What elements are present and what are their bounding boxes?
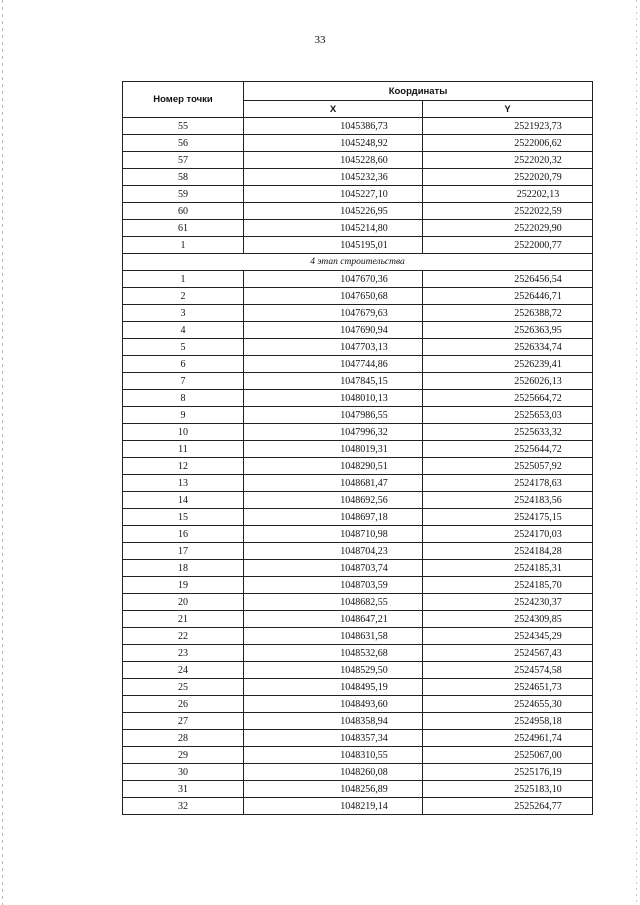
y-coordinate-cell: 2526363,95 xyxy=(423,322,593,339)
table-row xyxy=(123,407,593,424)
point-number-cell: 1 xyxy=(123,271,244,288)
point-number-cell: 1 xyxy=(123,237,244,254)
point-number-cell: 56 xyxy=(123,135,244,152)
y-coordinate-cell: 2524185,31 xyxy=(423,560,593,577)
point-number-cell: 28 xyxy=(123,730,244,747)
table-row xyxy=(123,152,593,169)
x-coordinate-cell: 1048290,51 xyxy=(244,458,423,475)
table-row xyxy=(123,492,593,509)
x-coordinate-cell: 1045248,92 xyxy=(244,135,423,152)
point-number-cell: 14 xyxy=(123,492,244,509)
x-coordinate-cell: 1048358,94 xyxy=(244,713,423,730)
point-number-cell: 27 xyxy=(123,713,244,730)
x-coordinate-cell: 1045226,95 xyxy=(244,203,423,220)
point-number-cell: 30 xyxy=(123,764,244,781)
point-number-cell: 32 xyxy=(123,798,244,815)
x-coordinate-cell: 1048697,18 xyxy=(244,509,423,526)
x-coordinate-cell: 1048647,21 xyxy=(244,611,423,628)
point-number-cell: 31 xyxy=(123,781,244,798)
table-row xyxy=(123,305,593,322)
point-number-cell: 6 xyxy=(123,356,244,373)
table-row xyxy=(123,747,593,764)
table-row xyxy=(123,662,593,679)
point-number-cell: 29 xyxy=(123,747,244,764)
x-coordinate-cell: 1047703,13 xyxy=(244,339,423,356)
y-coordinate-cell: 2524178,63 xyxy=(423,475,593,492)
y-coordinate-cell: 2524567,43 xyxy=(423,645,593,662)
y-coordinate-cell: 2524574,58 xyxy=(423,662,593,679)
point-number-cell: 11 xyxy=(123,441,244,458)
table-row xyxy=(123,645,593,662)
point-number-cell: 58 xyxy=(123,169,244,186)
point-number-cell: 21 xyxy=(123,611,244,628)
y-coordinate-cell: 2522006,62 xyxy=(423,135,593,152)
x-coordinate-cell: 1048219,14 xyxy=(244,798,423,815)
y-coordinate-cell: 2524175,15 xyxy=(423,509,593,526)
point-number-cell: 8 xyxy=(123,390,244,407)
x-coordinate-cell: 1047744,86 xyxy=(244,356,423,373)
x-coordinate-cell: 1048010,13 xyxy=(244,390,423,407)
x-coordinate-cell: 1047670,36 xyxy=(244,271,423,288)
y-coordinate-cell: 252202,13 xyxy=(423,186,593,203)
table-row xyxy=(123,764,593,781)
y-coordinate-cell: 2521923,73 xyxy=(423,118,593,135)
x-coordinate-cell: 1048260,08 xyxy=(244,764,423,781)
table-row xyxy=(123,458,593,475)
table-row xyxy=(123,135,593,152)
y-coordinate-cell: 2524309,85 xyxy=(423,611,593,628)
x-coordinate-cell: 1045228,60 xyxy=(244,152,423,169)
y-coordinate-cell: 2522029,90 xyxy=(423,220,593,237)
table-row xyxy=(123,322,593,339)
point-number-cell: 23 xyxy=(123,645,244,662)
point-number-cell: 24 xyxy=(123,662,244,679)
x-coordinate-cell: 1047679,63 xyxy=(244,305,423,322)
y-coordinate-cell: 2526334,74 xyxy=(423,339,593,356)
stage-label: 4 этап строительства xyxy=(123,254,593,271)
y-coordinate-cell: 2526446,71 xyxy=(423,288,593,305)
table-row xyxy=(123,730,593,747)
point-number-cell: 9 xyxy=(123,407,244,424)
page-number: 33 xyxy=(314,34,326,46)
x-coordinate-cell: 1047690,94 xyxy=(244,322,423,339)
point-number-cell: 4 xyxy=(123,322,244,339)
y-coordinate-cell: 2526026,13 xyxy=(423,373,593,390)
header-x: X xyxy=(244,101,423,118)
y-coordinate-cell: 2526388,72 xyxy=(423,305,593,322)
table-row xyxy=(123,611,593,628)
x-coordinate-cell: 1048019,31 xyxy=(244,441,423,458)
point-number-cell: 57 xyxy=(123,152,244,169)
table-row xyxy=(123,526,593,543)
x-coordinate-cell: 1048682,55 xyxy=(244,594,423,611)
point-number-cell: 15 xyxy=(123,509,244,526)
x-coordinate-cell: 1048704,23 xyxy=(244,543,423,560)
table-row xyxy=(123,543,593,560)
header-coordinates: Координаты xyxy=(244,82,593,101)
table-row xyxy=(123,186,593,203)
point-number-cell: 2 xyxy=(123,288,244,305)
table-row xyxy=(123,373,593,390)
point-number-cell: 20 xyxy=(123,594,244,611)
scan-edge-right xyxy=(636,0,637,905)
table-row xyxy=(123,594,593,611)
stage-row xyxy=(123,254,593,271)
point-number-cell: 16 xyxy=(123,526,244,543)
x-coordinate-cell: 1045195,01 xyxy=(244,237,423,254)
table-row xyxy=(123,577,593,594)
table-row xyxy=(123,288,593,305)
point-number-cell: 22 xyxy=(123,628,244,645)
x-coordinate-cell: 1048703,59 xyxy=(244,577,423,594)
point-number-cell: 55 xyxy=(123,118,244,135)
point-number-cell: 7 xyxy=(123,373,244,390)
scan-edge-left xyxy=(2,0,3,905)
table-row xyxy=(123,220,593,237)
table-row xyxy=(123,424,593,441)
x-coordinate-cell: 1048631,58 xyxy=(244,628,423,645)
table-row xyxy=(123,169,593,186)
y-coordinate-cell: 2524651,73 xyxy=(423,679,593,696)
y-coordinate-cell: 2525653,03 xyxy=(423,407,593,424)
table-row xyxy=(123,339,593,356)
y-coordinate-cell: 2525664,72 xyxy=(423,390,593,407)
x-coordinate-cell: 1047650,68 xyxy=(244,288,423,305)
y-coordinate-cell: 2524185,70 xyxy=(423,577,593,594)
y-coordinate-cell: 2524961,74 xyxy=(423,730,593,747)
y-coordinate-cell: 2525633,32 xyxy=(423,424,593,441)
table-row xyxy=(123,441,593,458)
x-coordinate-cell: 1045232,36 xyxy=(244,169,423,186)
x-coordinate-cell: 1048529,50 xyxy=(244,662,423,679)
point-number-cell: 13 xyxy=(123,475,244,492)
point-number-cell: 12 xyxy=(123,458,244,475)
header-y: Y xyxy=(423,101,593,118)
x-coordinate-cell: 1048357,34 xyxy=(244,730,423,747)
table-body-part1 xyxy=(123,118,593,254)
x-coordinate-cell: 1045386,73 xyxy=(244,118,423,135)
y-coordinate-cell: 2524345,29 xyxy=(423,628,593,645)
table-row xyxy=(123,713,593,730)
y-coordinate-cell: 2525264,77 xyxy=(423,798,593,815)
x-coordinate-cell: 1047996,32 xyxy=(244,424,423,441)
x-coordinate-cell: 1048532,68 xyxy=(244,645,423,662)
x-coordinate-cell: 1047845,15 xyxy=(244,373,423,390)
y-coordinate-cell: 2525176,19 xyxy=(423,764,593,781)
x-coordinate-cell: 1048495,19 xyxy=(244,679,423,696)
table-body-part2 xyxy=(123,271,593,815)
table-row xyxy=(123,781,593,798)
y-coordinate-cell: 2526239,41 xyxy=(423,356,593,373)
table-row xyxy=(123,271,593,288)
y-coordinate-cell: 2522000,77 xyxy=(423,237,593,254)
x-coordinate-cell: 1047986,55 xyxy=(244,407,423,424)
point-number-cell: 60 xyxy=(123,203,244,220)
x-coordinate-cell: 1048256,89 xyxy=(244,781,423,798)
x-coordinate-cell: 1048493,60 xyxy=(244,696,423,713)
y-coordinate-cell: 2526456,54 xyxy=(423,271,593,288)
table-row xyxy=(123,560,593,577)
point-number-cell: 19 xyxy=(123,577,244,594)
point-number-cell: 26 xyxy=(123,696,244,713)
point-number-cell: 61 xyxy=(123,220,244,237)
x-coordinate-cell: 1048703,74 xyxy=(244,560,423,577)
point-number-cell: 59 xyxy=(123,186,244,203)
y-coordinate-cell: 2524958,18 xyxy=(423,713,593,730)
y-coordinate-cell: 2524183,56 xyxy=(423,492,593,509)
y-coordinate-cell: 2525644,72 xyxy=(423,441,593,458)
y-coordinate-cell: 2522022,59 xyxy=(423,203,593,220)
table-row xyxy=(123,628,593,645)
point-number-cell: 5 xyxy=(123,339,244,356)
y-coordinate-cell: 2522020,32 xyxy=(423,152,593,169)
y-coordinate-cell: 2525057,92 xyxy=(423,458,593,475)
point-number-cell: 10 xyxy=(123,424,244,441)
y-coordinate-cell: 2524230,37 xyxy=(423,594,593,611)
point-number-cell: 18 xyxy=(123,560,244,577)
stage-section xyxy=(123,254,593,271)
table-row xyxy=(123,679,593,696)
table-row xyxy=(123,203,593,220)
x-coordinate-cell: 1048310,55 xyxy=(244,747,423,764)
table-row xyxy=(123,696,593,713)
point-number-cell: 17 xyxy=(123,543,244,560)
table-row xyxy=(123,509,593,526)
table-row xyxy=(123,390,593,407)
y-coordinate-cell: 2524184,28 xyxy=(423,543,593,560)
y-coordinate-cell: 2525183,10 xyxy=(423,781,593,798)
x-coordinate-cell: 1048710,98 xyxy=(244,526,423,543)
table-header xyxy=(123,82,593,118)
y-coordinate-cell: 2524170,03 xyxy=(423,526,593,543)
table-row xyxy=(123,237,593,254)
y-coordinate-cell: 2525067,00 xyxy=(423,747,593,764)
x-coordinate-cell: 1048692,56 xyxy=(244,492,423,509)
point-number-cell: 25 xyxy=(123,679,244,696)
x-coordinate-cell: 1045227,10 xyxy=(244,186,423,203)
y-coordinate-cell: 2524655,30 xyxy=(423,696,593,713)
table-row xyxy=(123,798,593,815)
header-point-number: Номер точки xyxy=(123,82,244,118)
coordinates-table xyxy=(122,81,593,815)
table-row xyxy=(123,475,593,492)
x-coordinate-cell: 1048681,47 xyxy=(244,475,423,492)
table-row xyxy=(123,118,593,135)
point-number-cell: 3 xyxy=(123,305,244,322)
table-row xyxy=(123,356,593,373)
y-coordinate-cell: 2522020,79 xyxy=(423,169,593,186)
x-coordinate-cell: 1045214,80 xyxy=(244,220,423,237)
